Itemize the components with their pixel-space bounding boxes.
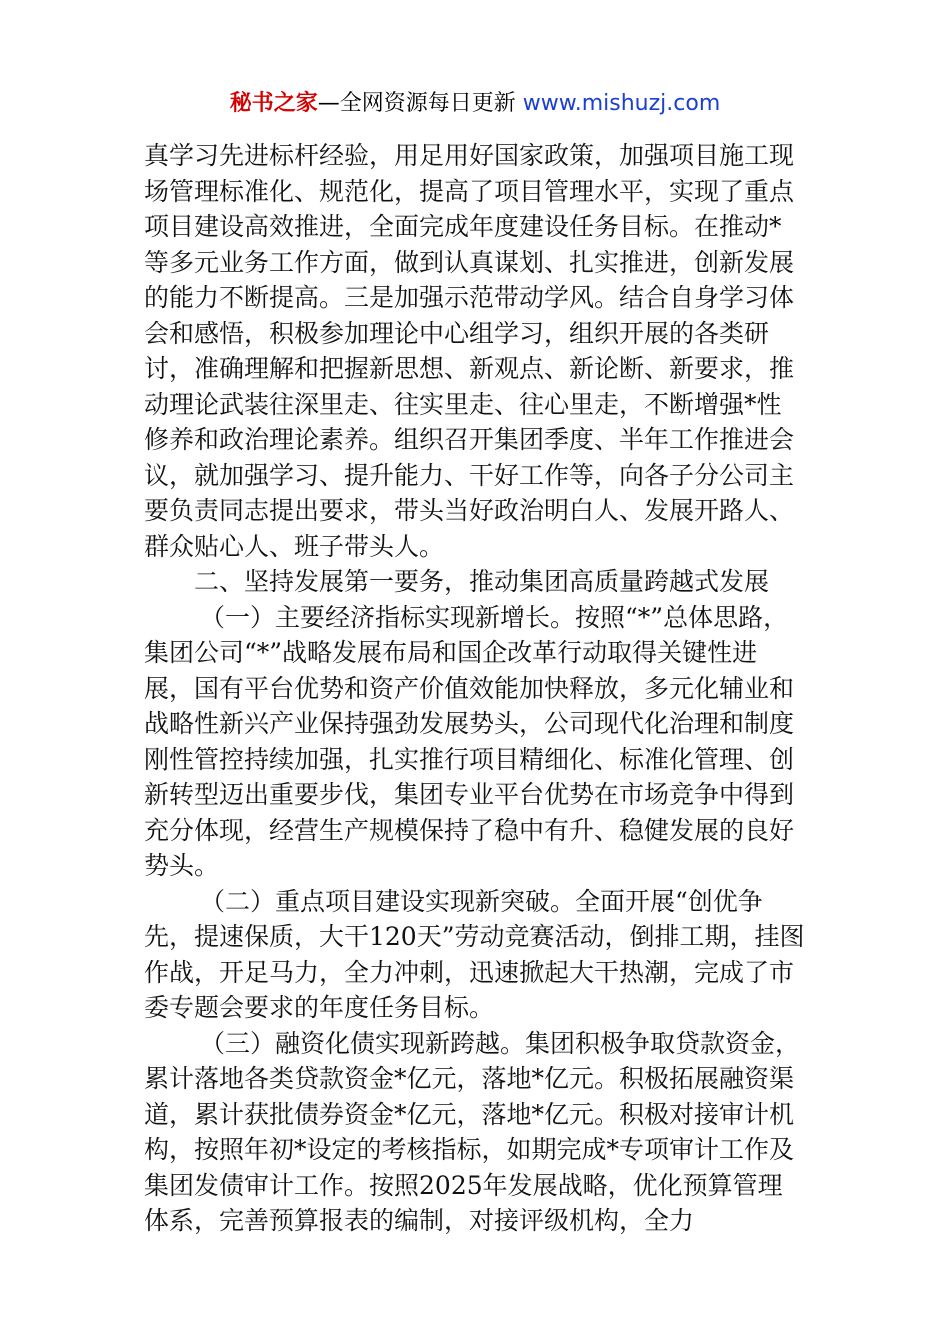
site-url-link[interactable]: www.mishuzj.com [522, 91, 721, 116]
paragraph-item-3: （三）融资化债实现新跨越。集团积极争取贷款资金，累计落地各类贷款资金*亿元，落地*亿元。积极拓展融资渠道，累计获批债券资金*亿元，落地*亿元。积极对接审计机构，按照年初*设定的考核指标，如期完成*专项审计工作及集团发债审计工作。按照2025年发展战略，优化预算管理体系，完善预算报表的编制，对接评级机构，全力 [144, 1028, 801, 1235]
section-heading: 二、坚持发展第一要务，推动集团高质量跨越式发展 [194, 567, 770, 596]
paragraph-item-2: （二）重点项目建设实现新突破。全面开展“创优争先，提速保质，大干120天”劳动竞赛活动，倒排工期，挂图作战，开足马力，全力冲刺，迅速掀起大干热潮，完成了市委专题会要求的年度任务目标。 [144, 886, 805, 1022]
paragraph-continuation: 真学习先进标杆经验，用足用好国家政策，加强项目施工现场管理标准化、规范化，提高了项目管理水平，实现了重点项目建设高效推进，全面完成年度建设任务目标。在推动*等多元业务工作方面，做到认真谋划、扎实推进，创新发展的能力不断提高。三是加强示范带动学风。结合自身学习体会和感悟，积极参加理论中心组学习，组织开展的各类研讨，准确理解和把握新思想、新观点、新论断、新要求，推动理论武装往深里走、往实里走、往心里走，不断增强*性修养和政治理论素养。组织召开集团季度、半年工作推进会议，就加强学习、提升能力、干好工作等，向各子分公司主要负责同志提出要求，带头当好政治明白人、发展开路人、群众贴心人、班子带头人。 [144, 141, 795, 561]
brand-name: 秘书之家 [229, 91, 318, 116]
banner-tagline: —全网资源每日更新 [317, 91, 523, 116]
site-banner [0, 88, 950, 120]
paragraph-item-1: （一）主要经济指标实现新增长。按照“*”总体思路，集团公司“*”战略发展布局和国企改革行动取得关键性进展，国有平台优势和资产价值效能加快释放，多元化辅业和战略性新兴产业保持强劲发展势头，公司现代化治理和制度刚性管控持续加强，扎实推行项目精细化、标准化管理、创新转型迈出重要步伐，集团专业平台优势在市场竞争中得到充分体现，经营生产规模保持了稳中有升、稳健发展的良好势头。 [144, 602, 795, 880]
document-body [144, 138, 806, 1239]
